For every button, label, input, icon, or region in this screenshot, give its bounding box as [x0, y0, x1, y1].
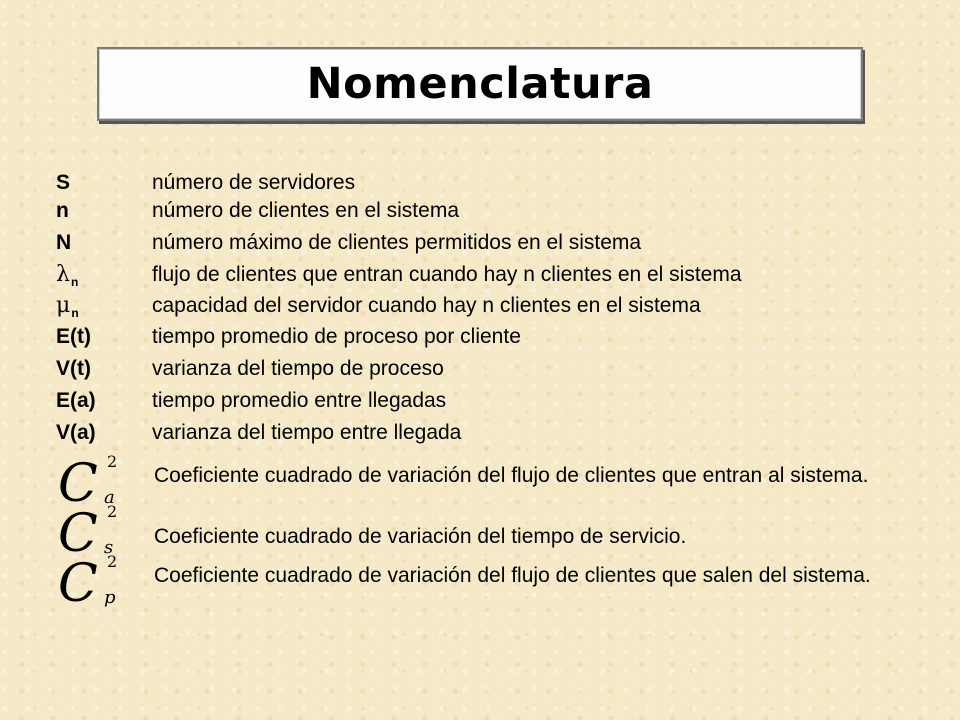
formula-superscript: 2	[107, 452, 118, 471]
lambda-symbol: λ	[56, 262, 70, 287]
description-s: número de servidores	[152, 171, 356, 194]
symbol-et: E(t)	[56, 325, 91, 348]
formula-letter: C	[58, 454, 98, 514]
page-title: Nomenclatura	[306, 59, 654, 109]
description-lambda: flujo de clientes que entran cuando hay n clientes en el sistema	[152, 263, 742, 286]
symbol-n: n	[56, 199, 69, 222]
formula-subscript: p	[104, 587, 116, 608]
description-capital-n: número máximo de clientes permitidos en el sistema	[152, 231, 642, 254]
mu-subscript: n	[71, 306, 79, 320]
formula-superscript: 2	[107, 552, 118, 571]
formula-letter: C	[58, 554, 98, 614]
formula-subscript: a	[104, 487, 115, 508]
description-coefficient-s: Coeficiente cuadrado de variación del tiempo de servicio.	[154, 525, 687, 548]
description-va: varianza del tiempo entre llegada	[152, 421, 462, 444]
title-box	[97, 47, 863, 121]
description-mu: capacidad del servidor cuando hay n clientes en el sistema	[152, 294, 701, 317]
description-n: número de clientes en el sistema	[152, 199, 459, 222]
formula-superscript: 2	[107, 502, 118, 521]
description-coefficient-a: Coeficiente cuadrado de variación del flujo de clientes que entran al sistema.	[154, 464, 869, 487]
symbol-capital-n: N	[56, 231, 72, 254]
symbol-s: S	[56, 171, 71, 194]
symbol-ea: E(a)	[56, 389, 96, 412]
symbol-mu	[56, 294, 78, 320]
description-vt: varianza del tiempo de proceso	[152, 357, 444, 380]
description-coefficient-p: Coeficiente cuadrado de variación del flujo de clientes que salen del sistema.	[154, 564, 871, 587]
symbol-va: V(a)	[56, 421, 96, 444]
lambda-subscript: n	[70, 275, 79, 289]
mu-symbol: μ	[56, 293, 71, 318]
coefficient-formula-p	[58, 552, 128, 614]
description-et: tiempo promedio de proceso por cliente	[152, 325, 521, 348]
symbol-lambda	[56, 263, 77, 289]
formula-subscript: s	[104, 537, 114, 558]
symbol-vt: V(t)	[56, 357, 91, 380]
description-ea: tiempo promedio entre llegadas	[152, 389, 447, 412]
formula-letter: C	[58, 504, 98, 564]
